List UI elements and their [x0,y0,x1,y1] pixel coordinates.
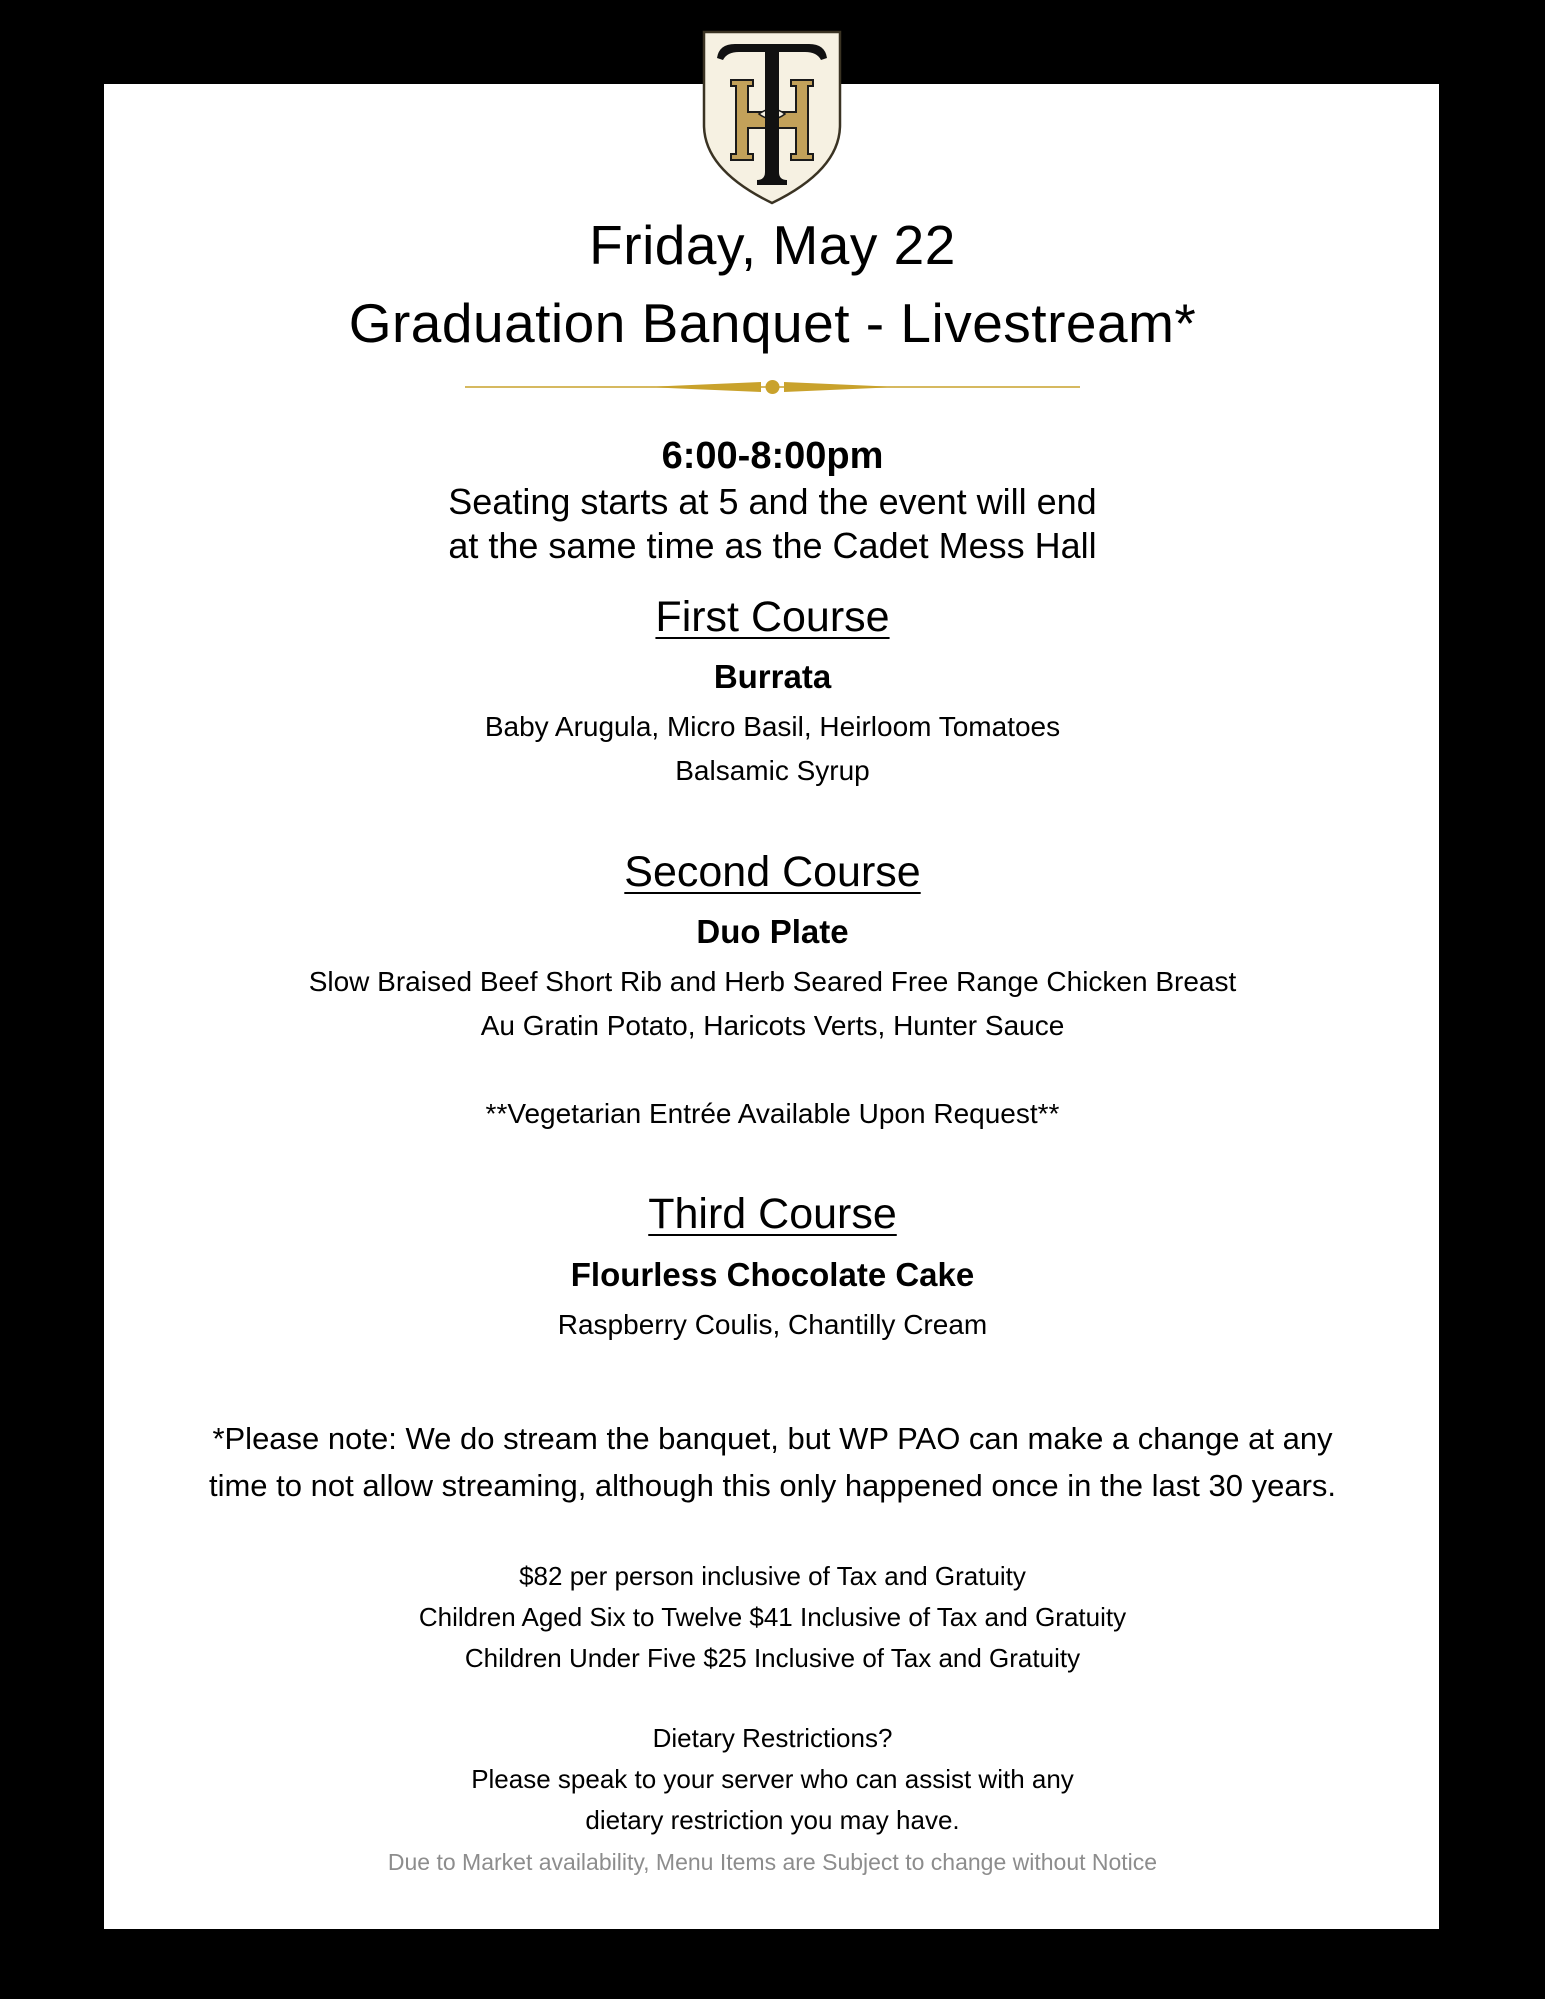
price-children-under-five: Children Under Five $25 Inclusive of Tax and Gratuity [464,1643,1081,1673]
seating-line-1: Seating starts at 5 and the event will end [448,481,1097,522]
first-course-heading: First Course [655,593,890,641]
seating-line-2: at the same time as the Cadet Mess Hall [448,525,1097,566]
dietary-heading: Dietary Restrictions? [652,1723,893,1753]
second-course-desc-2: Au Gratin Potato, Haricots Verts, Hunter Sauce [480,1010,1065,1041]
event-title: Graduation Banquet - Livestream* [348,292,1197,354]
event-time: 6:00-8:00pm [661,435,884,477]
second-course-heading: Second Course [624,848,921,896]
first-course-desc-2: Balsamic Syrup [675,755,870,786]
price-children-six-twelve: Children Aged Six to Twelve $41 Inclusive of Tax and Gratuity [418,1602,1127,1632]
third-course-heading: Third Course [648,1190,897,1238]
first-course-dish: Burrata [713,658,832,695]
ornamental-divider [465,375,1080,399]
third-course-desc-1: Raspberry Coulis, Chantilly Cream [557,1309,988,1340]
third-course-dish: Flourless Chocolate Cake [570,1256,975,1293]
first-course-desc-1: Baby Arugula, Micro Basil, Heirloom Tomatoes [484,711,1061,742]
market-disclaimer: Due to Market availability, Menu Items are Subject to change without Notice [387,1849,1158,1875]
price-adult: $82 per person inclusive of Tax and Gratuity [519,1561,1026,1591]
dietary-line-1: Please speak to your server who can assist with any [471,1764,1074,1794]
streaming-note-line-1: *Please note: We do stream the banquet, but WP PAO can make a change at any [212,1421,1333,1456]
dietary-line-2: dietary restriction you may have. [585,1805,960,1835]
second-course-dish: Duo Plate [696,913,849,950]
streaming-note-line-2: time to not allow streaming, although this only happened once in the last 30 years. [208,1468,1337,1503]
event-date: Friday, May 22 [589,214,956,276]
vegetarian-note: **Vegetarian Entrée Available Upon Request** [485,1098,1060,1129]
second-course-desc-1: Slow Braised Beef Short Rib and Herb Seared Free Range Chicken Breast [308,966,1237,997]
crest-logo-icon [701,30,843,205]
